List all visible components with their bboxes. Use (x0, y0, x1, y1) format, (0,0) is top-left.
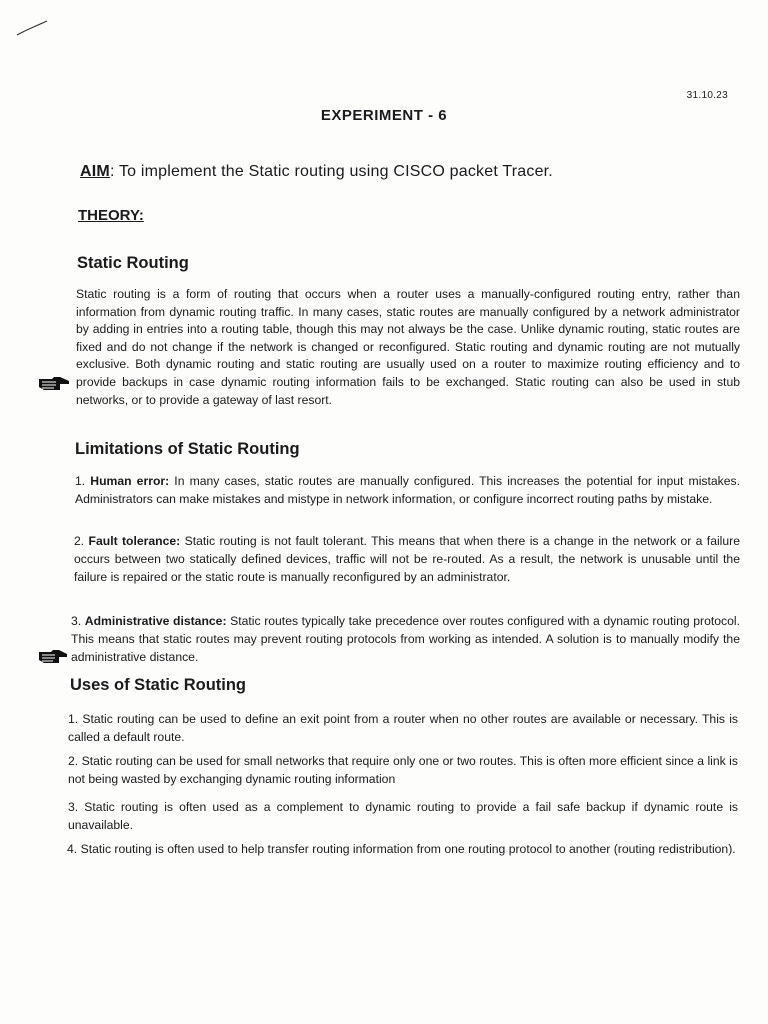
item-number: 3. (71, 614, 82, 628)
aim-text: : To implement the Static routing using CISCO packet Tracer. (109, 163, 553, 180)
use-item (68, 752, 738, 788)
static-routing-paragraph: Static routing is a form of routing that occurs when a router uses a manually-configured routing entry, rather than information from dynamic routing traffic. In many cases, static routes are manually configured by a network administrator by adding in entries into a routing table, though this may not always be the case. Unlike dynamic routing, static routes are fixed and do not change if the network is changed or reconfigured. Static routing and dynamic routing are not mutually exclusive. Both dynamic routing and static routing are usually used on a router to maximize routing efficiency and to provide backups in case dynamic routing information fails to be exchanged. Static routing can also be used in stub networks, or to provide a gateway of last resort. (76, 287, 740, 407)
item-term: Administrative distance: (84, 614, 227, 628)
item-text: Static routes typically take precedence over routes configured with a dynamic routing protocol. This means that static routes may prevent routing protocols from working as intended. A solution is to manually modify the administrative distance. (71, 614, 740, 664)
item-number: 2. (68, 754, 79, 768)
item-number: 4. (67, 842, 78, 856)
static-routing-heading: Static Routing (77, 254, 189, 272)
item-text: Static routing can be used to define an exit point from a router when no other routes are available or necessary. This is called a default route. (68, 712, 738, 744)
item-term: Fault tolerance: (88, 534, 181, 548)
pointing-hand-icon (38, 375, 70, 393)
experiment-title: EXPERIMENT - 6 (320, 107, 448, 124)
item-text: Static routing can be used for small networks that require only one or two routes. This is often more efficient since a link is not being wasted by exchanging dynamic routing information (68, 754, 738, 786)
item-term: Human error: (90, 474, 170, 488)
item-text: In many cases, static routes are manually configured. This increases the potential for input mistakes. Administrators can make mistakes and mistype in network information, or configure incorrect routing paths by mistake. (75, 474, 741, 506)
pointing-hand-icon (38, 648, 68, 666)
limitation-item (71, 612, 740, 666)
date: 31.10.23 (686, 90, 728, 101)
use-item (68, 798, 738, 834)
item-number: 1. (75, 474, 86, 488)
item-text: Static routing is not fault tolerant. This means that when there is a change in the network or a failure occurs between two statically defined devices, traffic will not be re-routed. As a result, the network is unusable until the failure is repaired or the static route is manually reconfigured by an administrator. (74, 534, 740, 584)
pen-stroke-mark (16, 20, 48, 38)
item-text: Static routing is often used as a complement to dynamic routing to provide a fail safe backup if dynamic route is unavailable. (68, 800, 738, 832)
limitation-item (74, 532, 740, 586)
limitations-heading: Limitations of Static Routing (75, 440, 300, 458)
item-number: 3. (68, 800, 79, 814)
use-item (67, 840, 737, 858)
uses-heading: Uses of Static Routing (70, 676, 247, 694)
aim-line (80, 163, 553, 181)
limitation-item (75, 472, 740, 508)
item-text: Static routing is often used to help transfer routing information from one routing protocol to another (routing redistribution). (80, 842, 736, 856)
item-number: 1. (68, 712, 79, 726)
use-item (68, 710, 738, 746)
aim-label: AIM (80, 163, 110, 180)
theory-heading: THEORY: (78, 207, 144, 224)
item-number: 2. (74, 534, 85, 548)
